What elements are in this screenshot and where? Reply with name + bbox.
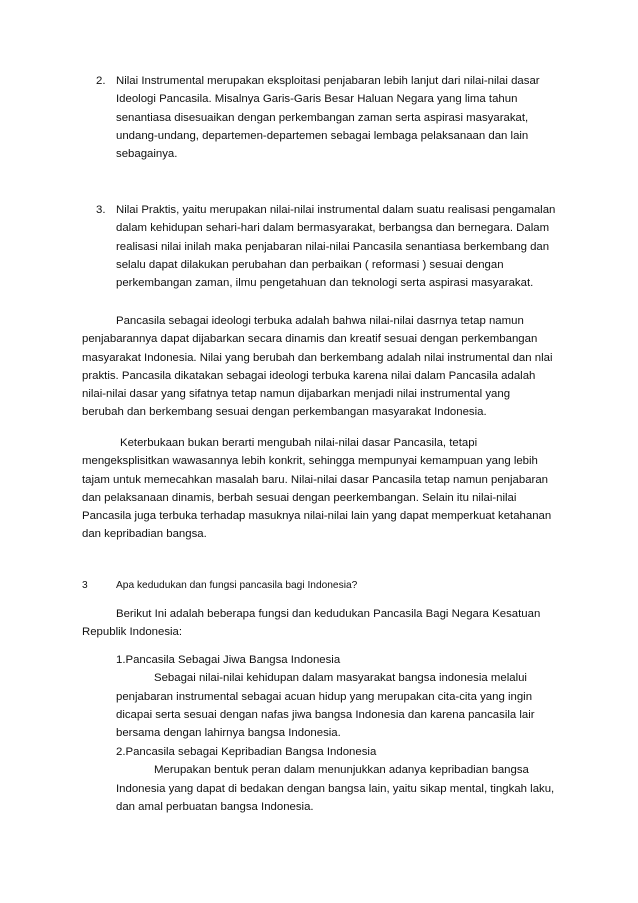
list-item-nilai-instrumental — [96, 72, 566, 163]
function-kepribadian-bangsa — [116, 743, 556, 816]
function-title: 1.Pancasila Sebagai Jiwa Bangsa Indonesia — [116, 654, 341, 666]
function-jiwa-bangsa — [116, 651, 556, 742]
list-text: Nilai Praktis, yaitu merupakan nilai-nilai instrumental dalam suatu realisasi pengamalan dalam kehidupan sehari-hari dalam bermasyarakat, berbangsa dan bernegara. Dalam realisasi nilai inilah maka penjabaran nilai-nilai Pancasila senantiasa berkembang dan selalu dapat dilakukan perubahan dan perbaikan ( reformasi ) sesuai dengan perkembangan zaman, ilmu pengetahuan dan teknologi serta aspirasi masyarakat. — [116, 204, 556, 290]
function-first-line: Merupakan bentuk peran dalam menunjukkan adanya kepribadian bangsa — [154, 764, 529, 777]
answer-intro: Berikut Ini adalah beberapa fungsi dan kedudukan Pancasila Bagi Negara Kesatuan Republik Indonesia: — [82, 608, 541, 639]
question-heading — [82, 579, 357, 593]
question-number: 3 — [82, 580, 88, 591]
question-text: Apa kedudukan dan fungsi pancasila bagi Indonesia? — [116, 580, 358, 591]
paragraph-ideologi-terbuka: Pancasila sebagai ideologi terbuka adalah bahwa nilai-nilai dasrnya tetap namun penjabarannya dapat dijabarkan secara dinamis dan kreatif sesuai dengan perkembangan masyarakat Indonesia. Nilai yang berubah dan berkembang adalah nilai instrumental dan nlai praktis. Pancasila dikatakan sebagai ideologi terbuka karena nilai dalam Pancasila adalah nilai-nilai dasar yang sifatnya tetap namun dijabarkan menjadi nilai instrumental yang berubah dan berkembang sesuai dengan perkembangan masyarakat Indonesia. — [82, 315, 553, 419]
list-number: 3. — [96, 204, 106, 216]
paragraph-keterbukaan: Keterbukaan bukan berarti mengubah nilai-nilai dasar Pancasila, tetapi mengeksplisitkan wawasannya lebih konkrit, sehingga mempunyai kemampuan yang lebih tajam untuk memecahkan masalah baru. Nilai-nilai dasar Pancasila tetap namun penjabaran dan pelaksanaan dinamis, berbah sesuai dengan peerkembangan. Selain itu nilai-nilai Pancasila juga terbuka terhadap masuknya nilai-nilai lain yang dapat memperkuat ketahanan dan kepribadian bangsa. — [82, 437, 552, 541]
function-body: Indonesia yang dapat di bedakan dengan bangsa lain, yaitu sikap mental, tingkah laku, dan amal perbuatan bangsa Indonesia. — [116, 782, 555, 813]
function-title: 2.Pancasila sebagai Kepribadian Bangsa Indonesia — [116, 746, 377, 758]
list-item-nilai-praktis — [96, 201, 566, 292]
function-first-line: Sebagai nilai-nilai kehidupan dalam masyarakat bangsa indonesia melalui — [154, 672, 527, 685]
list-number: 2. — [96, 75, 106, 87]
function-body: penjabaran instrumental sebagai acuan hidup yang merupakan cita-cita yang ingin dicapai serta sesuai dengan nafas jiwa bangsa Indonesia dan karena pancasila lair bersama dengan lahirnya bangsa Indonesia. — [116, 690, 535, 740]
list-text: Nilai Instrumental merupakan eksploitasi penjabaran lebih lanjut dari nilai-nilai dasar Ideologi Pancasila. Misalnya Garis-Garis Besar Haluan Negara yang lima tahun senantiasa disesuaikan dengan perkembangan zaman serta aspirasi masyarakat, undang-undang, departemen-departemen sebagai lembaga pelaksanaan dan lain sebagainya. — [116, 75, 540, 161]
